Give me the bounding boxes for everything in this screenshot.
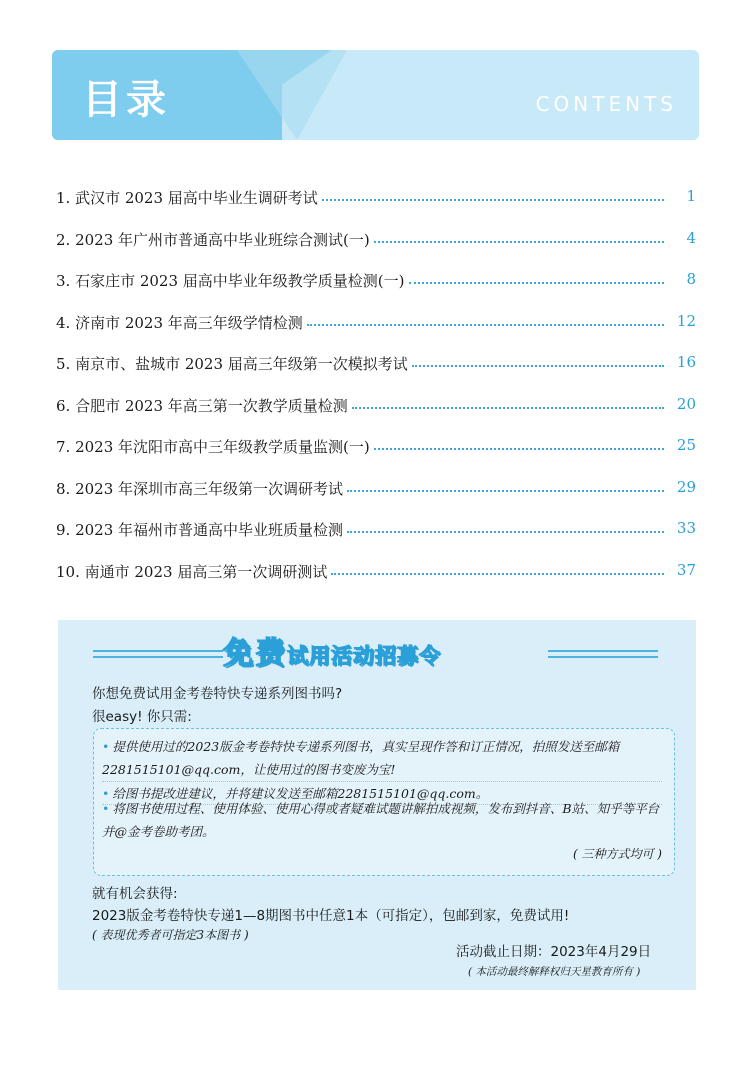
toc-leader bbox=[352, 407, 664, 409]
toc-entry-page: 4 bbox=[686, 228, 696, 247]
promo-title-small: 试用活动招募令 bbox=[287, 644, 441, 668]
toc-leader bbox=[412, 365, 664, 367]
toc-entry[interactable] bbox=[56, 270, 696, 312]
toc-entry[interactable] bbox=[56, 436, 696, 478]
promo-method-item bbox=[102, 735, 662, 781]
promo-easy: 很easy! 你只需: bbox=[92, 709, 192, 725]
toc-entry-label: 10. 南通市 2023 届高三第一次调研测试 bbox=[56, 561, 331, 582]
contents-banner bbox=[52, 50, 699, 140]
toc-entry-page: 25 bbox=[676, 436, 696, 454]
toc-entry-page: 20 bbox=[676, 394, 696, 413]
toc-entry[interactable] bbox=[56, 561, 696, 603]
toc-entry-page: 8 bbox=[686, 270, 696, 288]
toc-entry-page: 33 bbox=[676, 519, 696, 537]
toc-entry[interactable] bbox=[56, 519, 696, 561]
toc-entry[interactable] bbox=[56, 478, 696, 520]
bullet-icon: • bbox=[102, 801, 110, 816]
toc-leader bbox=[307, 324, 664, 326]
toc-entry-page: 16 bbox=[676, 353, 696, 371]
toc-entry-label: 1. 武汉市 2023 届高中毕业生调研考试 bbox=[56, 187, 322, 208]
page-subtitle: CONTENTS bbox=[535, 92, 677, 116]
promo-method-text: 提供使用过的2023版金考卷特快专递系列图书，真实呈现作答和订正情况，拍照发送至邮箱2281515101@qq.com，让使用过的图书变废为宝! bbox=[102, 739, 620, 777]
toc-entry[interactable] bbox=[56, 312, 696, 354]
toc-entry[interactable] bbox=[56, 229, 696, 271]
toc-entry[interactable] bbox=[56, 395, 696, 437]
promo-methods-note: ( 三种方式均可 ) bbox=[573, 847, 662, 861]
promo-title bbox=[223, 628, 441, 672]
promo-methods-box bbox=[93, 728, 675, 876]
promo-question: 你想免费试用金考卷特快专递系列图书吗? bbox=[92, 686, 343, 702]
toc-entry-page: 1 bbox=[686, 187, 696, 205]
promo-method-text: 将图书使用过程、使用体验、使用心得或者疑难试题讲解拍成视频，发布到抖音、B站、知乎等平台并@金考卷助考团。 bbox=[102, 801, 660, 839]
bullet-icon: • bbox=[102, 739, 110, 754]
toc-entry-label: 4. 济南市 2023 年高三年级学情检测 bbox=[56, 312, 307, 333]
toc-leader bbox=[409, 282, 665, 284]
promo-gain-detail: 2023版金考卷特快专递1—8期图书中任意1本（可指定），包邮到家，免费试用! bbox=[92, 908, 570, 924]
toc-entry-label: 2. 2023 年广州市普通高中毕业班综合测试(一) bbox=[56, 229, 374, 250]
toc-entry-page: 12 bbox=[676, 311, 696, 330]
bullet-icon: • bbox=[102, 786, 110, 801]
toc-entry-label: 6. 合肥市 2023 年高三第一次教学质量检测 bbox=[56, 395, 352, 416]
toc-entry-label: 5. 南京市、盐城市 2023 届高三年级第一次模拟考试 bbox=[56, 353, 412, 374]
promo-deadline: 活动截止日期：2023年4月29日 bbox=[456, 944, 652, 960]
promo-header-line-right bbox=[548, 650, 658, 652]
page-title: 目录 bbox=[82, 77, 170, 123]
toc-entry-label: 7. 2023 年沈阳市高中三年级教学质量监测(一) bbox=[56, 436, 374, 457]
free-trial-promo bbox=[58, 620, 696, 990]
toc-leader bbox=[347, 531, 664, 533]
promo-gain-title: 就有机会获得: bbox=[92, 886, 178, 902]
toc-entry-label: 9. 2023 年福州市普通高中毕业班质量检测 bbox=[56, 519, 347, 540]
toc-leader bbox=[374, 448, 664, 450]
promo-rights: ( 本活动最终解释权归天星教育所有 ) bbox=[468, 966, 641, 978]
toc-entry-label: 8. 2023 年深圳市高三年级第一次调研考试 bbox=[56, 478, 347, 499]
toc-entry-page: 37 bbox=[676, 560, 696, 579]
promo-gain-note: ( 表现优秀者可指定3本图书 ) bbox=[92, 928, 249, 942]
toc-entry-label: 3. 石家庄市 2023 届高中毕业年级教学质量检测(一) bbox=[56, 270, 409, 291]
promo-header bbox=[58, 628, 696, 672]
toc-entry-page: 29 bbox=[676, 477, 696, 496]
toc-leader bbox=[347, 490, 664, 492]
toc-entry[interactable] bbox=[56, 187, 696, 229]
toc-entry[interactable] bbox=[56, 353, 696, 395]
toc-leader bbox=[331, 573, 664, 575]
promo-title-big: 免费 bbox=[223, 636, 287, 671]
toc-leader bbox=[322, 199, 664, 201]
toc-leader bbox=[374, 241, 664, 243]
promo-header-line-left bbox=[93, 650, 223, 652]
promo-method-text: 给图书提改进建议，并将建议发送至邮箱2281515101@qq.com。 bbox=[112, 786, 489, 801]
table-of-contents bbox=[56, 187, 696, 602]
promo-method-item bbox=[102, 797, 662, 843]
banner-triangle-light bbox=[237, 50, 347, 140]
